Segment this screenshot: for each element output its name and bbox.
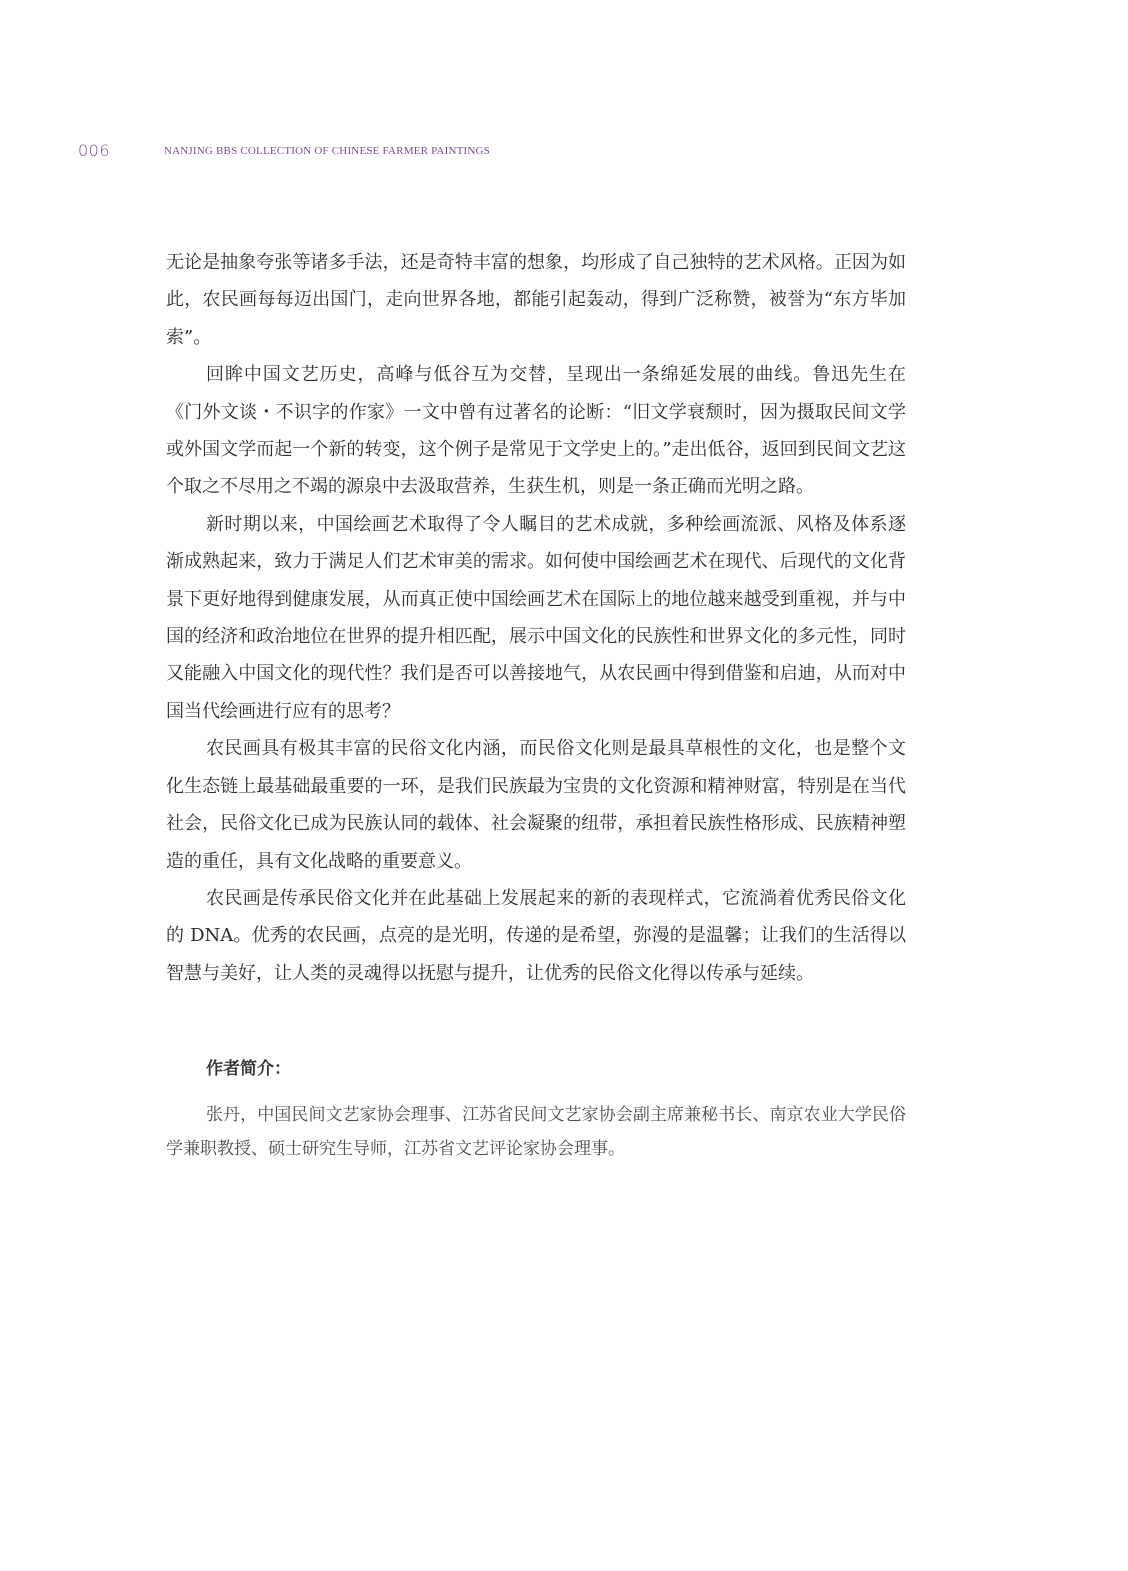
- author-bio-section: [166, 1052, 906, 1166]
- running-title: NANJING BBS COLLECTION OF CHINESE FARMER PAINTINGS: [164, 145, 490, 157]
- article-body: [166, 244, 906, 992]
- paragraph: 新时期以来，中国绘画艺术取得了令人瞩目的艺术成就，多种绘画流派、风格及体系逐渐成熟起来，致力于满足人们艺术审美的需求。如何使中国绘画艺术在现代、后现代的文化背景下更好地得到健康发展，从而真正使中国绘画艺术在国际上的地位越来越受到重视，并与中国的经济和政治地位在世界的提升相匹配，展示中国文化的民族性和世界文化的多元性，同时又能融入中国文化的现代性？我们是否可以善接地气，从农民画中得到借鉴和启迪，从而对中国当代绘画进行应有的思考？: [166, 513, 906, 722]
- page-header: [78, 141, 978, 165]
- paragraph: 农民画是传承民俗文化并在此基础上发展起来的新的表现样式，它流淌着优秀民俗文化的 DNA。优秀的农民画，点亮的是光明，传递的是希望，弥漫的是温馨；让我们的生活得以智慧与美好，让人类的灵魂得以抚慰与提升，让优秀的民俗文化得以传承与延续。: [166, 887, 906, 984]
- page-number: 006: [78, 141, 111, 160]
- paragraph: 回眸中国文艺历史，高峰与低谷互为交替，呈现出一条绵延发展的曲线。鲁迅先生在《门外文谈・不识字的作家》一文中曾有过著名的论断：“旧文学衰颓时，因为摄取民间文学或外国文学而起一个新的转变，这个例子是常见于文学史上的。”走出低谷，返回到民间文艺这个取之不尽用之不竭的源泉中去汲取营养，生获生机，则是一条正确而光明之路。: [166, 364, 906, 498]
- author-bio-text: 张丹，中国民间文艺家协会理事、江苏省民间文艺家协会副主席兼秘书长、南京农业大学民俗学兼职教授、硕士研究生导师，江苏省文艺评论家协会理事。: [166, 1105, 906, 1159]
- author-bio-heading: 作者简介：: [206, 1059, 291, 1079]
- paragraph: 农民画具有极其丰富的民俗文化内涵，而民俗文化则是最具草根性的文化，也是整个文化生态链上最基础最重要的一环，是我们民族最为宝贵的文化资源和精神财富，特别是在当代社会，民俗文化已成为民族认同的载体、社会凝聚的纽带，承担着民族性格形成、民族精神塑造的重任，具有文化战略的重要意义。: [166, 738, 906, 872]
- paragraph-continuation: 无论是抽象夸张等诸多手法，还是奇特丰富的想象，均形成了自己独特的艺术风格。正因为如此，农民画每每迈出国门，走向世界各地，都能引起轰动，得到广泛称赞，被誉为“东方毕加索”。: [166, 252, 906, 348]
